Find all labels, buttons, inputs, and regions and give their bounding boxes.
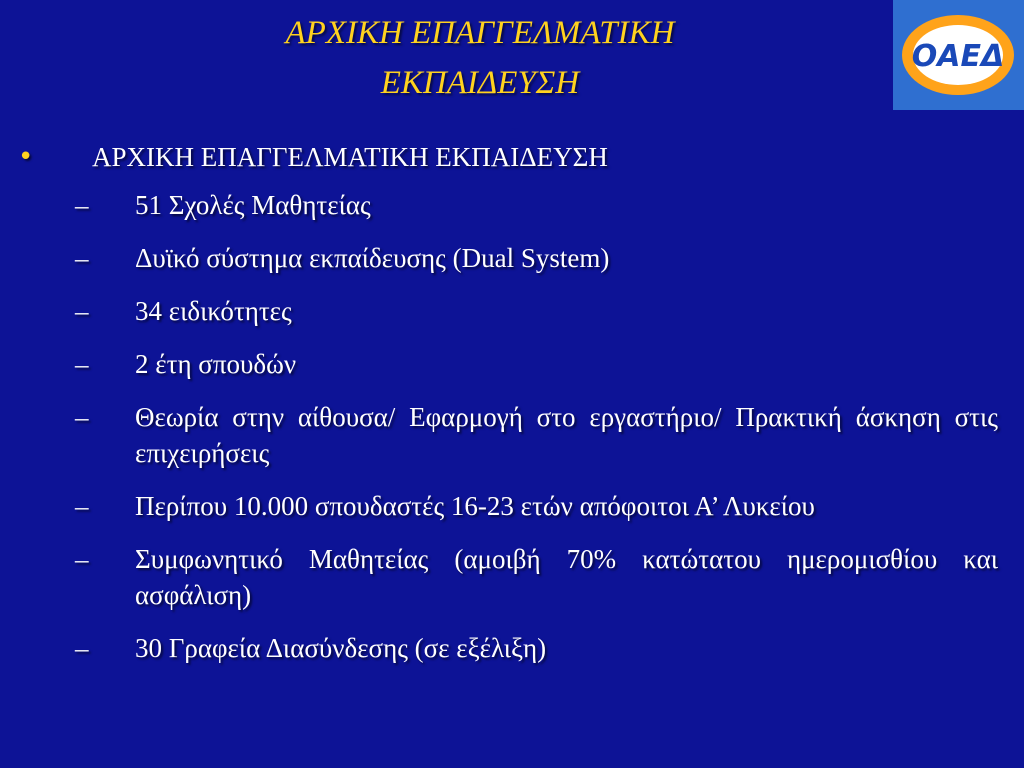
sub-list: [18, 187, 998, 666]
dash-icon: –: [75, 491, 89, 521]
list-item: [18, 346, 998, 382]
title-line-1: ΑΡΧΙΚΗ ΕΠΑΓΓΕΛΜΑΤΙΚΗ: [285, 15, 675, 51]
slide-title: [180, 8, 780, 108]
list-item-text: Περίπου 10.000 σπουδαστές 16-23 ετών απόφοιτοι Α’ Λυκείου: [135, 491, 815, 521]
list-item-text: 51 Σχολές Μαθητείας: [135, 190, 371, 220]
dash-icon: –: [75, 243, 89, 273]
dash-icon: –: [75, 296, 89, 326]
dash-icon: –: [75, 633, 89, 663]
dash-icon: –: [75, 402, 89, 432]
main-bullet-item: [18, 136, 998, 178]
list-item: [18, 488, 998, 524]
slide-content: [18, 136, 998, 683]
list-item-text: 2 έτη σπουδών: [135, 349, 297, 379]
dash-icon: –: [75, 190, 89, 220]
list-item: [18, 399, 998, 471]
list-item: [18, 293, 998, 329]
bullet-icon: •: [18, 142, 34, 172]
list-item-text: Δυϊκό σύστημα εκπαίδευσης (Dual System): [135, 243, 610, 273]
list-item-text: Θεωρία στην αίθουσα/ Εφαρμογή στο εργαστήριο/ Πρακτική άσκηση στις επιχειρήσεις: [135, 402, 998, 468]
main-bullet-text: ΑΡΧΙΚΗ ΕΠΑΓΓΕΛΜΑΤΙΚΗ ΕΚΠΑΙΔΕΥΣΗ: [92, 142, 608, 172]
list-item: [18, 240, 998, 276]
dash-icon: –: [75, 349, 89, 379]
list-item: [18, 187, 998, 223]
oaed-logo-graphic: [893, 0, 1024, 110]
list-item: [18, 541, 998, 613]
list-item-text: Συμφωνητικό Μαθητείας (αμοιβή 70% κατώτατου ημερομισθίου και ασφάλιση): [135, 544, 998, 610]
list-item: [18, 630, 998, 666]
title-line-2: ΕΚΠΑΙΔΕΥΣΗ: [380, 65, 580, 101]
logo-text: ΟΑΕΔ: [911, 39, 1005, 74]
list-item-text: 30 Γραφεία Διασύνδεσης (σε εξέλιξη): [135, 633, 547, 663]
oaed-logo: [893, 0, 1024, 110]
dash-icon: –: [75, 544, 89, 574]
list-item-text: 34 ειδικότητες: [135, 296, 292, 326]
